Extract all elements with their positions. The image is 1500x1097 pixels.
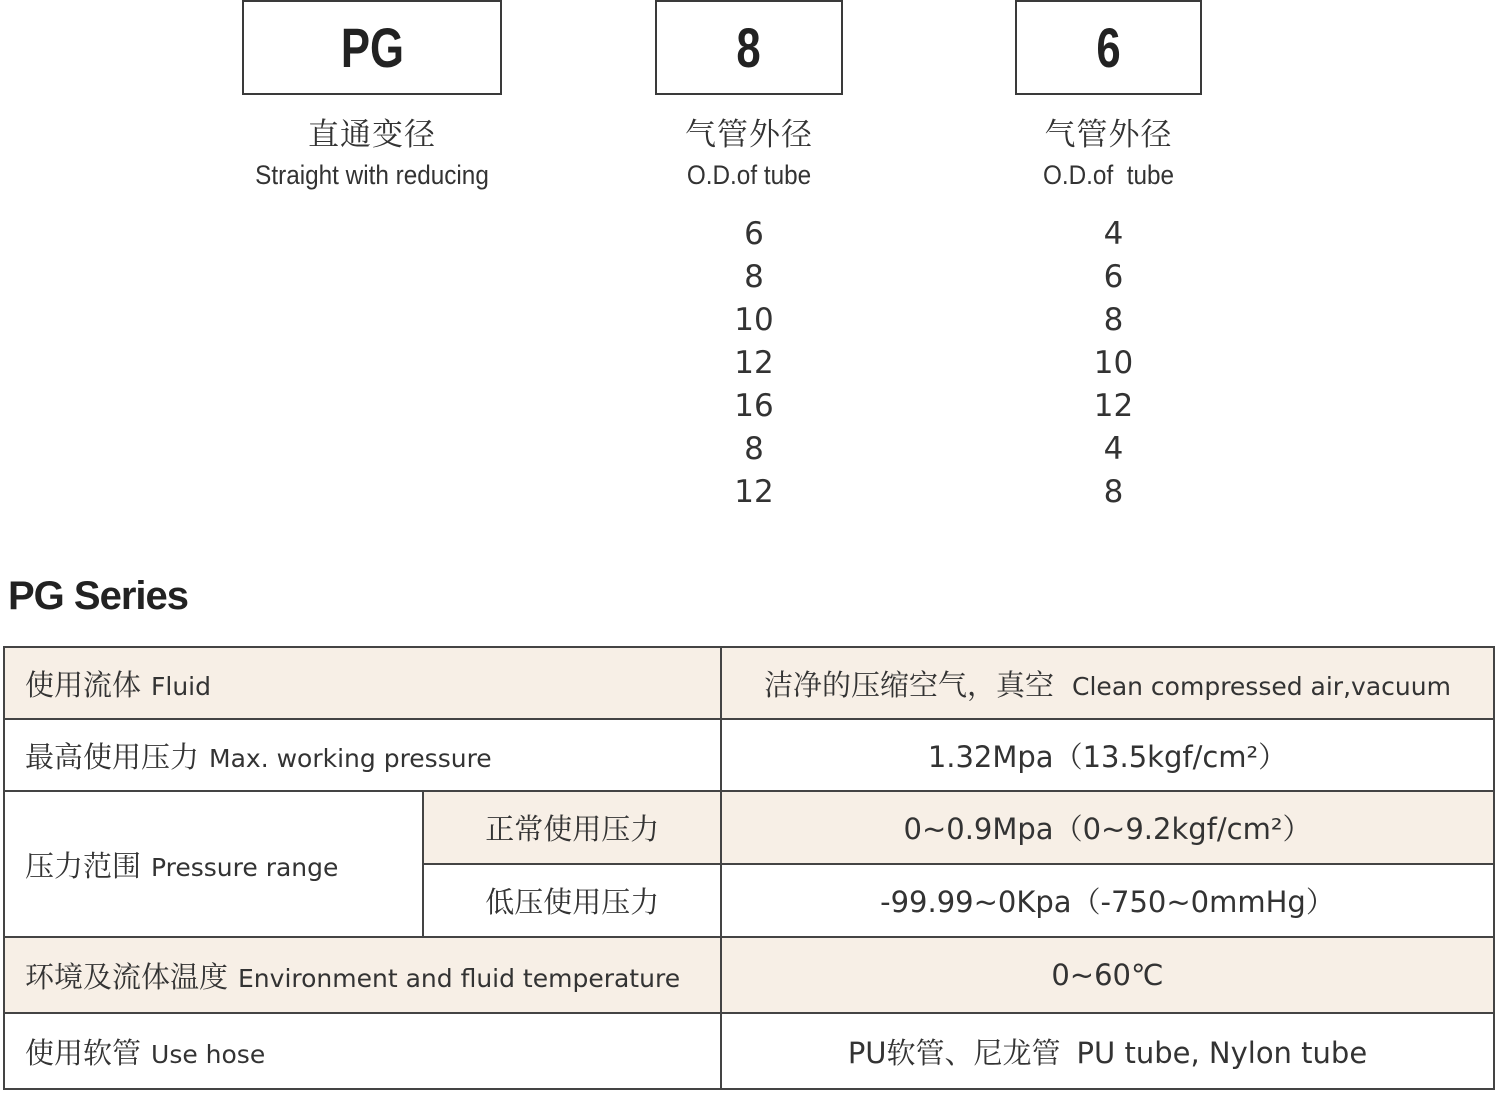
spec-table (3, 646, 1495, 1090)
code-label-zh: 气管外径 (685, 117, 813, 153)
hose-label-zh: 使用软管 (25, 1035, 142, 1070)
low-pressure-label: 低压使用压力 (423, 864, 721, 937)
code-column-od1 (655, 0, 843, 514)
pressure-range-label-en: Pressure range (151, 852, 339, 882)
code-pg: PG (340, 16, 404, 79)
od1-values (665, 213, 843, 514)
spec-row-hose (4, 1013, 1494, 1089)
value-item: 10 (1093, 345, 1134, 381)
fluid-value-cell (721, 647, 1494, 719)
temperature-label-en: Environment and fluid temperature (238, 963, 681, 993)
hose-value-en: PU tube, Nylon tube (1076, 1035, 1368, 1070)
fluid-value-en: Clean compressed air,vacuum (1072, 671, 1451, 701)
low-pressure-value: -99.99~0Kpa（-750~0mmHg） (721, 864, 1494, 937)
code-box-pg (242, 0, 502, 95)
code-label-zh: 气管外径 (1044, 117, 1173, 153)
max-pressure-value: 1.32Mpa（13.5kgf/cm²） (721, 719, 1494, 791)
spec-row-temperature (4, 937, 1494, 1013)
pressure-range-label-zh: 压力范围 (25, 848, 142, 883)
value-item: 8 (1103, 302, 1124, 338)
spec-row-pressure-normal (4, 791, 1494, 864)
fluid-value-zh: 洁净的压缩空气，真空 (764, 667, 1055, 702)
code-column-pg (242, 0, 502, 191)
code-box-od2 (1015, 0, 1202, 95)
code-label-en: O.D.of tube (686, 160, 812, 190)
hose-label-en: Use hose (151, 1039, 266, 1069)
value-item: 8 (1103, 474, 1124, 510)
value-item: 8 (744, 259, 764, 295)
max-pressure-label-en: Max. working pressure (209, 743, 492, 773)
code-label-en: Straight with reducing (255, 160, 489, 190)
value-item: 12 (1093, 388, 1134, 424)
fluid-label-cell (4, 647, 721, 719)
fluid-label-en: Fluid (151, 671, 212, 701)
value-item: 6 (1103, 259, 1124, 295)
normal-pressure-label: 正常使用压力 (423, 791, 721, 864)
value-item: 4 (1103, 431, 1124, 467)
od2-values (1025, 213, 1202, 514)
value-item: 12 (734, 345, 774, 381)
value-item: 10 (734, 302, 774, 338)
value-item: 4 (1103, 216, 1124, 252)
temperature-label-cell (4, 937, 721, 1013)
code-label-zh: 直通变径 (308, 117, 436, 153)
series-title: PG Series (8, 574, 189, 618)
hose-value-zh: PU软管、尼龙管 (847, 1035, 1061, 1070)
code-box-od1 (655, 0, 843, 95)
max-pressure-label-zh: 最高使用压力 (25, 739, 200, 774)
code-od2: 6 (1096, 16, 1121, 79)
hose-label-cell (4, 1013, 721, 1089)
temperature-label-zh: 环境及流体温度 (25, 959, 229, 994)
value-item: 6 (744, 216, 764, 252)
code-column-od2 (1015, 0, 1202, 514)
spec-row-max-pressure (4, 719, 1494, 791)
hose-value-cell (721, 1013, 1494, 1089)
code-label-en: O.D.of tube (1042, 160, 1175, 190)
value-item: 12 (734, 474, 774, 510)
normal-pressure-value: 0~0.9Mpa（0~9.2kgf/cm²） (721, 791, 1494, 864)
pressure-range-label-cell (4, 791, 423, 937)
temperature-value: 0~60℃ (721, 937, 1494, 1013)
value-item: 8 (744, 431, 764, 467)
code-od1: 8 (736, 16, 762, 79)
fluid-label-zh: 使用流体 (25, 667, 142, 702)
max-pressure-label-cell (4, 719, 721, 791)
spec-row-fluid (4, 647, 1494, 719)
value-item: 16 (734, 388, 774, 424)
